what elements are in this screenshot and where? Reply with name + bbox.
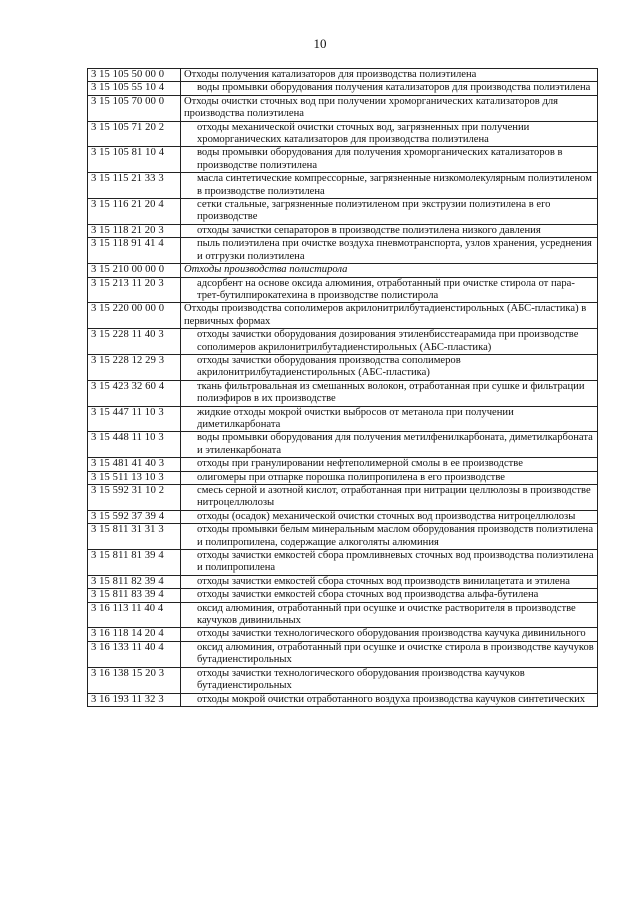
waste-description-text: Отходы очистки сточных вод при получении хроморганических катализаторов для производства полиэтилена: [184, 95, 558, 120]
table-row: [88, 95, 598, 121]
waste-code-cell: 3 15 105 71 20 2: [88, 121, 181, 147]
waste-description-cell: [181, 510, 598, 523]
waste-description-cell: [181, 550, 598, 576]
table-row: [88, 510, 598, 523]
waste-description-text: воды промывки оборудования для получения метилфенилкарбоната, диметилкарбоната и этиленкарбоната: [197, 432, 593, 456]
table-row: [88, 147, 598, 173]
waste-description-cell: [181, 329, 598, 355]
waste-code-cell: 3 15 105 50 00 0: [88, 69, 181, 82]
waste-code-cell: 3 15 115 21 33 3: [88, 173, 181, 199]
waste-code-cell: 3 15 228 12 29 3: [88, 354, 181, 380]
waste-code-cell: 3 15 811 83 39 4: [88, 589, 181, 602]
waste-description-text: отходы (осадок) механической очистки сточных вод производства нитроцеллюлозы: [197, 510, 576, 522]
waste-description-cell: [181, 406, 598, 432]
waste-description-cell: [181, 121, 598, 147]
waste-description-cell: [181, 667, 598, 693]
waste-description-text: смесь серной и азотной кислот, отработанная при нитрации целлюлозы в производстве нитроцеллюлозы: [197, 485, 591, 509]
waste-description-text: Отходы производства сополимеров акрилонитрилбутадиенстирольных (АБС-пластика) в первичных формах: [184, 303, 587, 327]
waste-code-cell: 3 15 118 21 20 3: [88, 224, 181, 237]
waste-description-cell: [181, 303, 598, 329]
waste-description-cell: [181, 628, 598, 641]
waste-code-cell: 3 15 592 37 39 4: [88, 510, 181, 523]
waste-description-cell: [181, 641, 598, 667]
waste-description-text: Отходы получения катализаторов для производства полиэтилена: [184, 69, 477, 80]
waste-description-cell: [181, 458, 598, 471]
waste-description-cell: [181, 693, 598, 706]
waste-description-text: оксид алюминия, отработанный при осушке и очистке растворителя в производстве каучуков дивинильных: [197, 602, 576, 627]
waste-code-cell: 3 15 118 91 41 4: [88, 238, 181, 264]
waste-code-cell: 3 15 448 11 10 3: [88, 432, 181, 458]
table-row: [88, 693, 598, 706]
waste-code-cell: 3 15 213 11 20 3: [88, 277, 181, 303]
waste-code-cell: 3 15 105 70 00 0: [88, 95, 181, 121]
waste-code-cell: 3 15 811 82 39 4: [88, 575, 181, 588]
waste-description-text: отходы промывки белым минеральным маслом оборудования производств полиэтилена и полипропилена, содержащие алкоголяты алюминия: [197, 524, 594, 548]
waste-code-cell: 3 15 228 11 40 3: [88, 329, 181, 355]
table-row: [88, 238, 598, 264]
table-row: [88, 329, 598, 355]
waste-code-cell: 3 15 423 32 60 4: [88, 380, 181, 406]
table-row: [88, 277, 598, 303]
waste-description-text: олигомеры при отпарке порошка полипропилена в его производстве: [197, 471, 505, 483]
waste-description-text: сетки стальные, загрязненные полиэтиленом при экструзии полиэтилена в его производстве: [197, 199, 551, 223]
table-row: [88, 69, 598, 82]
waste-description-text: отходы при гранулировании нефтеполимерной смолы в ее производстве: [197, 458, 523, 470]
table-row: [88, 354, 598, 380]
waste-description-cell: [181, 69, 598, 82]
waste-code-cell: 3 16 193 11 32 3: [88, 693, 181, 706]
waste-code-cell: 3 15 511 13 10 3: [88, 471, 181, 484]
waste-code-cell: 3 15 811 31 31 3: [88, 524, 181, 550]
waste-description-text: Отходы производства полистирола: [184, 264, 348, 276]
table-row: [88, 224, 598, 237]
waste-description-cell: [181, 589, 598, 602]
waste-description-text: жидкие отходы мокрой очистки выбросов от метанола при получении диметилкарбоната: [197, 406, 514, 430]
table-row: [88, 303, 598, 329]
waste-description-text: отходы зачистки оборудования производства сополимеров акрилонитрилбутадиенстирольных (АБС-пластика): [197, 354, 461, 379]
waste-description-text: отходы зачистки технологического оборудования производства каучуков бутадиенстирольных: [197, 667, 525, 692]
waste-description-cell: [181, 602, 598, 628]
waste-description-cell: [181, 354, 598, 380]
table-row: [88, 82, 598, 95]
waste-description-text: отходы зачистки технологического оборудования производства каучука дивинильного: [197, 628, 586, 640]
waste-description-cell: [181, 147, 598, 173]
waste-description-cell: [181, 173, 598, 199]
table-row: [88, 575, 598, 588]
waste-description-text: отходы зачистки сепараторов в производстве полиэтилена низкого давления: [197, 224, 541, 236]
waste-code-cell: 3 15 105 81 10 4: [88, 147, 181, 173]
waste-description-cell: [181, 238, 598, 264]
waste-description-text: масла синтетические компрессорные, загрязненные низкомолекулярным полиэтиленом в производстве полиэтилена: [197, 173, 592, 197]
waste-code-cell: 3 15 220 00 00 0: [88, 303, 181, 329]
waste-description-cell: [181, 471, 598, 484]
waste-code-cell: 3 16 133 11 40 4: [88, 641, 181, 667]
waste-description-cell: [181, 575, 598, 588]
waste-description-text: отходы зачистки емкостей сбора сточных вод производств винилацетата и этилена: [197, 575, 571, 587]
table-row: [88, 471, 598, 484]
table-row: [88, 121, 598, 147]
table-row: [88, 264, 598, 277]
waste-code-cell: 3 16 138 15 20 3: [88, 667, 181, 693]
waste-code-cell: 3 15 116 21 20 4: [88, 199, 181, 225]
waste-code-cell: 3 15 105 55 10 4: [88, 82, 181, 95]
waste-code-cell: 3 15 592 31 10 2: [88, 485, 181, 511]
table-row: [88, 641, 598, 667]
waste-code-cell: 3 15 811 81 39 4: [88, 550, 181, 576]
waste-code-cell: 3 15 447 11 10 3: [88, 406, 181, 432]
table-row: [88, 485, 598, 511]
waste-description-cell: [181, 380, 598, 406]
waste-description-cell: [181, 432, 598, 458]
table-row: [88, 550, 598, 576]
waste-code-table: [87, 68, 598, 707]
waste-description-text: отходы мокрой очистки отработанного воздуха производства каучуков синтетических: [197, 693, 586, 705]
table-row: [88, 667, 598, 693]
waste-description-text: отходы зачистки емкостей сбора сточных вод производства альфа-бутилена: [197, 589, 539, 601]
table-row: [88, 458, 598, 471]
table-row: [88, 628, 598, 641]
table-row: [88, 524, 598, 550]
waste-description-text: ткань фильтровальная из смешанных волокон, отработанная при сушке и фильтрации полиэфиров в их производстве: [197, 380, 585, 405]
table-row: [88, 602, 598, 628]
waste-description-text: отходы зачистки емкостей сбора промливневых сточных вод производства полиэтилена и полипропилена: [197, 550, 594, 574]
table-row: [88, 380, 598, 406]
table-row: [88, 173, 598, 199]
waste-code-cell: 3 15 481 41 40 3: [88, 458, 181, 471]
waste-description-text: воды промывки оборудования для получения хроморганических катализаторов в производстве полиэтилена: [197, 147, 563, 171]
table-body: [88, 69, 598, 707]
table-row: [88, 432, 598, 458]
waste-description-cell: [181, 95, 598, 121]
waste-description-cell: [181, 82, 598, 95]
table-row: [88, 199, 598, 225]
waste-code-cell: 3 16 118 14 20 4: [88, 628, 181, 641]
waste-description-text: отходы механической очистки сточных вод, загрязненных при получении хроморганических катализаторов для производства полиэтилена: [197, 121, 530, 146]
waste-code-cell: 3 16 113 11 40 4: [88, 602, 181, 628]
waste-description-cell: [181, 485, 598, 511]
waste-description-cell: [181, 199, 598, 225]
table-row: [88, 589, 598, 602]
waste-description-cell: [181, 264, 598, 277]
waste-description-cell: [181, 524, 598, 550]
table-row: [88, 406, 598, 432]
waste-description-text: адсорбент на основе оксида алюминия, отработанный при очистке стирола от пара-трет-бутилпирокатехина в производстве полистирола: [197, 277, 575, 301]
page-number: 10: [313, 36, 327, 51]
waste-description-text: пыль полиэтилена при очистке воздуха пневмотранспорта, узлов хранения, усреднения и отгрузки полиэтилена: [197, 238, 592, 262]
waste-code-cell: 3 15 210 00 00 0: [88, 264, 181, 277]
waste-description-cell: [181, 224, 598, 237]
waste-description-text: отходы зачистки оборудования дозирования этиленбисстеарамида при производстве сополимеров акрилонитрилбутадиенстирольных (АБС-пластика): [197, 329, 579, 353]
waste-description-text: оксид алюминия, отработанный при осушке и очистке стирола в производстве каучуков бутадиенстирольных: [197, 641, 594, 666]
waste-description-text: воды промывки оборудования получения катализаторов для производства полиэтилена: [197, 82, 591, 94]
waste-description-cell: [181, 277, 598, 303]
